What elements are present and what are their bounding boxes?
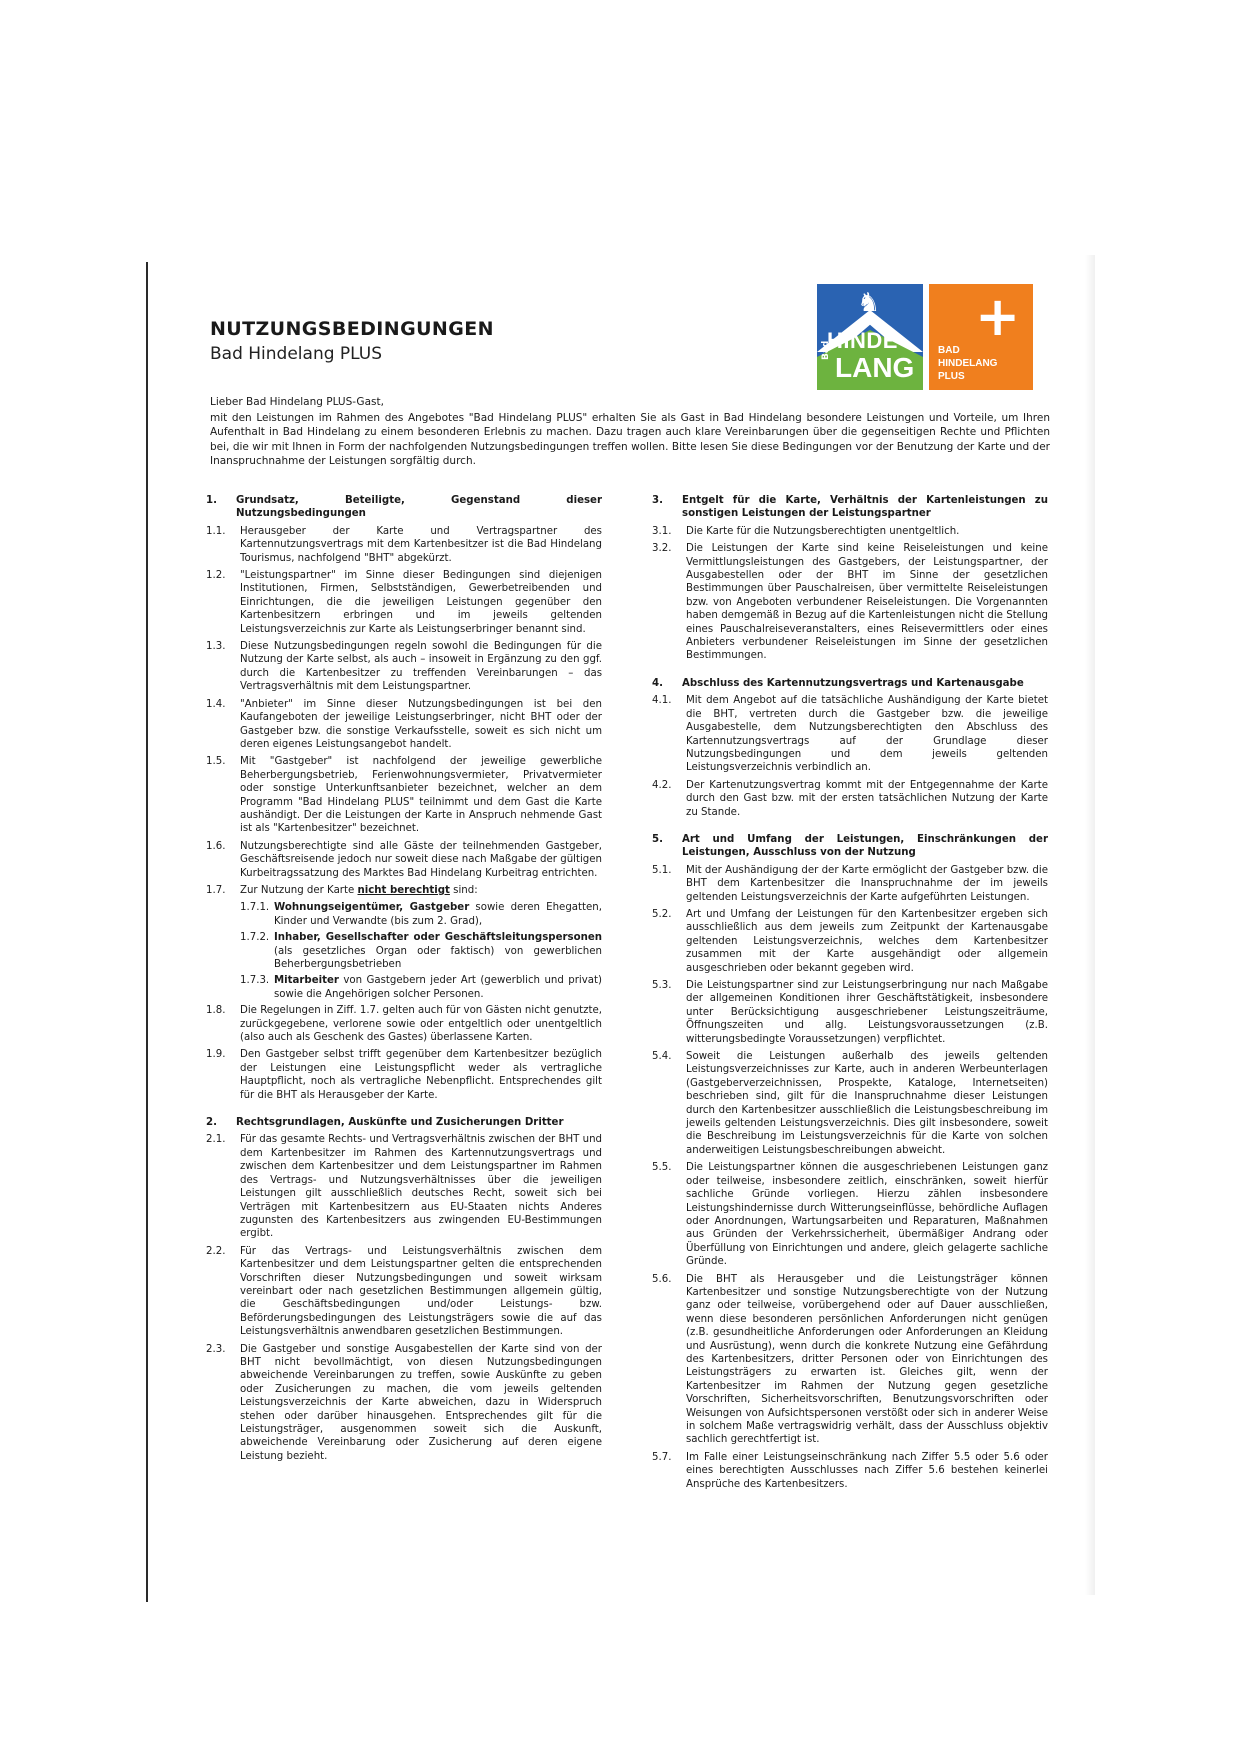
clause-number: 4.2. — [652, 779, 672, 791]
section-title: Grundsatz, Beteiligte, Gegenstand dieser Nutzungsbedingungen — [236, 495, 602, 520]
clause-text: Die Leistungspartner sind zur Leistungserbringung nur nach Maßgabe der allgemeinen Konditionen ihrer Geschäftstätigkeit, insbesondere unter Berücksichtigung ausgeschriebener Leistungszeiträume, Öffnungszeiten und allg. Leistungsvoraussetzungen (z.B. witterungsbedingte Voraussetzungen) verpflichtet. — [686, 980, 1048, 1045]
subclause-text — [274, 931, 602, 971]
clause — [652, 1273, 1048, 1447]
clause-text: Die Leistungspartner können die ausgeschriebenen Leistungen ganz oder teilweise, insbesondere zeitlich, einschränken, soweit hierfür sachliche Gründe vorliegen. Hierzu zählen insbesondere Leistungshindernisse durch Witterungseinflüsse, behördliche Auflagen oder Anordnungen, Wartungsarbeiten und Reparaturen, Maßnahmen aus Gründen der Verkehrssicherheit, übermäßiger Andrang oder Überfüllung von Einrichtungen und andere, gleich gelagerte sachliche Gründe. — [686, 1162, 1048, 1268]
clause-text: Die Regelungen in Ziff. 1.7. gelten auch für von Gästen nicht genutzte, zurückgegebene, verlorene sowie oder entgeltlich oder unentgeltlich (also auch als Geschenk des Gastes) überlassene Karten. — [240, 1005, 602, 1044]
clause — [206, 525, 602, 565]
scan-border-line — [146, 262, 148, 1602]
section-title: Entgelt für die Karte, Verhältnis der Kartenleistungen zu sonstigen Leistungen der Leistungspartner — [682, 495, 1048, 520]
clause-number: 5.4. — [652, 1051, 672, 1063]
clause — [652, 542, 1048, 663]
subclause-number: 1.7.1. — [240, 902, 270, 914]
clause-number: 1.4. — [206, 698, 226, 710]
clause — [206, 1004, 602, 1044]
clause — [652, 1161, 1048, 1268]
section-heading — [652, 494, 1048, 521]
clause-text: Soweit die Leistungen außerhalb des jeweils geltenden Leistungsverzeichnisses zur Karte, auch in anderen Werbeunterlagen (Gastgeberverzeichnissen, Prospekte, Kataloge, Internetseiten) beschrieben sind, gilt für die Inanspruchnahme dieser Leistungen durch den Kartenbesitzer ausschließlich die Leistungsbeschreibung im jeweils geltenden Leistungsverzeichnis. Dies gilt insbesondere, soweit die Beschreibung im Leistungsverzeichnis für die Karte von solchen anderweitigen Leistungsbeschreibungen abweicht. — [686, 1051, 1048, 1156]
page-title: NUTZUNGSBEDINGUNGEN — [210, 318, 494, 340]
clause — [206, 840, 602, 880]
clause-number: 5.6. — [652, 1273, 672, 1285]
section-title: Rechtsgrundlagen, Auskünfte und Zusicherungen Dritter — [236, 1117, 564, 1129]
section-number: 3. — [652, 495, 663, 506]
subclause-rest: (als gesetzliches Organ oder faktisch) von gewerblichen Beherbergungsbetrieben — [274, 945, 602, 970]
logo-word-line2: LANG — [835, 352, 915, 383]
section-3 — [652, 494, 1048, 663]
clause-text — [240, 884, 602, 897]
clause-text: Für das gesamte Rechts- und Vertragsverhältnis zwischen der BHT und dem Kartenbesitzer im Rahmen des Kartennutzungsvertrags und zwischen dem Kartenbesitzer und dem Leistungspartner im Rahmen des Vertrags- und Nutzungsverhältnisses über die jeweiligen Leistungen gilt ausschließlich deutsches Recht, soweit sich bei Verträgen mit Kartenbesitzern aus EU-Staaten nichts Anderes zugunsten des Kartenbesitzers aus zwingenden EU-Bestimmungen ergibt. — [240, 1134, 602, 1240]
clause — [206, 1343, 602, 1464]
clause-number: 2.2. — [206, 1245, 226, 1257]
subclause-rest: sowie deren Ehegatten, Kinder und Verwandte (bis zum 2. Grad), — [274, 902, 602, 927]
clause-number: 1.5. — [206, 756, 226, 768]
clause-text: Mit "Gastgeber" ist nachfolgend der jeweilige gewerbliche Beherbergungsbetrieb, Ferienwohnungsvermieter, Privatvermieter oder sonstige Unterkunftsanbieter bezeichnet, welcher an dem Programm "Bad Hindelang PLUS" teilnimmt und dem Gast die Karte aushändigt. Der die Leistungen der Karte in Anspruch nehmende Gast ist als "Kartenbesitzer" bezeichnet. — [240, 756, 602, 835]
clause-number: 5.2. — [652, 908, 672, 920]
subclause-text — [274, 974, 602, 1001]
section-title: Abschluss des Kartennutzungsvertrags und Kartenausgabe — [682, 677, 1024, 689]
plus-icon: + — [975, 285, 1021, 348]
clause-number: 4.1. — [652, 695, 672, 707]
section-number: 2. — [206, 1117, 217, 1129]
section-5 — [652, 833, 1048, 1491]
clause — [652, 908, 1048, 975]
logo-word-line1: HINDE — [827, 328, 898, 353]
clause — [652, 694, 1048, 774]
clause-text: "Anbieter" im Sinne dieser Nutzungsbedingungen ist bei den Kaufangeboten der jeweilige Leistungserbringer, nicht BHT oder der Gastgeber bzw. die sonstige Verkaufsstelle, soweit es sich nicht um deren eigenes Leistungsangebot handelt. — [240, 698, 602, 750]
subclause-bold: Wohnungseigentümer, Gastgeber — [274, 902, 470, 914]
section-number: 1. — [206, 495, 217, 506]
clause-text: "Leistungspartner" im Sinne dieser Bedingungen sind diejenigen Institutionen, Firmen, Selbstständigen, Gewerbetreibenden und Einrichtungen, die die jeweiligen Leistungen gegenüber den Kartenbesitzern erbringen und im jeweils geltenden Leistungsverzeichnis zur Karte als Leistungserbringer benannt sind. — [240, 570, 602, 635]
clause-text: Art und Umfang der Leistungen für den Kartenbesitzer ergeben sich ausschließlich aus dem jeweils zum Zeitpunkt der Kartenausgabe geltenden Leistungsverzeichnis, welches dem Kartenbesitzer zusammen mit der Karte ausgehändigt oder allgemein ausgeschrieben oder bekannt gegeben wird. — [686, 908, 1048, 974]
clause-text: Die Gastgeber und sonstige Ausgabestellen der Karte sind von der BHT nicht bevollmächtigt, von diesen Nutzungsbedingungen abweichende Vereinbarungen zu treffen, sowie Auskünfte zu geben oder Zusicherungen zu machen, die vom jeweils geltenden Leistungsverzeichnis der Karte abweichen, dazu in Widerspruch stehen oder darüber hinausgehen. Entsprechendes gilt für die Leistungsträger, ausgenommen soweit sich die Auskunft, abweichende Vereinbarung oder Zusicherung auf deren eigene Leistung bezieht. — [240, 1343, 602, 1462]
plus-logo-line3: PLUS — [938, 371, 965, 382]
subclause — [240, 931, 602, 971]
section-2 — [206, 1116, 602, 1463]
clause-number: 1.7. — [206, 884, 226, 896]
clause-number: 1.9. — [206, 1049, 226, 1061]
clause — [652, 1050, 1048, 1157]
clause — [652, 525, 1048, 538]
clause-text-pre: Zur Nutzung der Karte — [240, 884, 358, 896]
section-1 — [206, 494, 602, 1102]
section-heading — [652, 677, 1048, 690]
clause — [206, 640, 602, 694]
clause — [652, 779, 1048, 819]
section-heading — [206, 1116, 602, 1129]
intro-block — [210, 395, 1050, 468]
clause — [206, 1133, 602, 1240]
clause-number: 5.1. — [652, 864, 672, 876]
clause-number: 1.2. — [206, 570, 226, 582]
clause-text: Der Kartenutzungsvertrag kommt mit der Entgegennahme der Karte durch den Gast bzw. mit der ersten tatsächlichen Nutzung der Karte zu Stande. — [686, 779, 1048, 818]
hindelang-logo — [817, 284, 923, 390]
clause — [652, 979, 1048, 1046]
clause — [206, 569, 602, 636]
clause-number: 1.3. — [206, 641, 226, 653]
clause — [206, 1048, 602, 1102]
document-header — [210, 318, 494, 364]
left-column — [206, 494, 602, 1477]
clause-text: Im Falle einer Leistungseinschränkung nach Ziffer 5.5 oder 5.6 oder eines berechtigten Ausschlusses nach Ziffer 5.6 bestehen keinerlei Ansprüche des Kartenbesitzers. — [686, 1451, 1048, 1490]
right-column — [652, 494, 1048, 1505]
section-title: Art und Umfang der Leistungen, Einschränkungen der Leistungen, Ausschluss von der Nutzung — [682, 833, 1048, 859]
clause-text: Mit dem Angebot auf die tatsächliche Aushändigung der Karte bietet die BHT, vertreten durch die Gastgeber bzw. die jeweilige Ausgabestelle, dem Nutzungsberechtigten den Abschluss des Kartennutzungsvertrags auf der Grundlage dieser Nutzungsbedingungen und dem jeweils geltenden Leistungsverzeichnis verbindlich an. — [686, 695, 1048, 774]
subclause — [240, 974, 602, 1001]
clause-text: Die BHT als Herausgeber und die Leistungsträger können Kartenbesitzer und sonstige Nutzungsberechtigte von der Nutzung ganz oder teilweise, vorübergehend oder auf Dauer ausschließen, wenn diese besonderen persönlichen Anforderungen nicht genügen (z.B. gesundheitliche Anforderungen oder Anforderungen an Kleidung und Ausrüstung), wenn durch die konkrete Nutzung eine Gefährdung des Kartenbesitzers, dritter Personen oder von Einrichtungen des Leistungsträgers zu erwarten ist. Gleiches gilt, wenn der Kartenbesitzer im Rahmen der Nutzung gegen gesetzliche Vorschriften, Sicherheitsvorschriften, Benutzungsvorschriften oder Weisungen von Aufsichtspersonen verstößt oder sich in anderer Weise in solchem Maße vertragswidrig verhält, dass der Ausschluss objektiv sachlich gerechtfertigt ist. — [686, 1273, 1048, 1446]
clause — [652, 864, 1048, 904]
clause-number: 2.3. — [206, 1343, 226, 1355]
clause-number: 5.3. — [652, 980, 672, 991]
clause-text: Die Karte für die Nutzungsberechtigten unentgeltlich. — [686, 525, 960, 537]
clause-text: Die Leistungen der Karte sind keine Reiseleistungen und keine Vermittlungsleistungen des Gastgebers, der Leistungspartner, der Ausgabestellen oder der BHT im Sinne der gesetzlichen Bestimmungen über Pauschalreisen, über vermittelte Reiseleistungen bzw. von Angeboten verbundener Reiseleistungen. Die Vorgenannten haben demgemäß in Bezug auf die Kartenleistungen nicht die Stellung eines Pauschalreiseveranstalters, eines Reisevermittlers oder eines Anbieters verbundener Reiseleistungen im Sinne der gesetzlichen Bestimmungen. — [686, 543, 1048, 662]
clause-text: Herausgeber der Karte und Vertragspartner des Kartennutzungsvertrags mit dem Kartenbesitzer ist die Bad Hindelang Tourismus, nachfolgend "BHT" abgekürzt. — [240, 525, 602, 564]
clause-text: Für das Vertrags- und Leistungsverhältnis zwischen dem Kartenbesitzer und dem Leistungspartner gelten die entsprechenden Vorschriften dieser Nutzungsbedingungen und soweit wirksam vereinbart oder nach gesetzlichen Bestimmungen allgemein gültig, die Geschäftsbedingungen und/oder Leistungs- bzw. Beförderungsbedingungen des Leistungsträgers sowie die auf das Leistungsverhältnis anwendbaren gesetzlichen Bestimmungen. — [240, 1245, 602, 1338]
plus-logo — [929, 284, 1033, 390]
clause-text: Mit der Aushändigung der der Karte ermöglicht der Gastgeber bzw. die BHT dem Kartenbesitzer die Inanspruchnahme der im jeweils geltenden Leistungsverzeichnis der Karte aufgeführten Leistungen. — [686, 864, 1048, 903]
clause-number: 2.1. — [206, 1134, 226, 1146]
subclause-text — [274, 901, 602, 928]
subclause-bold: Inhaber, Gesellschafter oder Geschäftsleitungspersonen — [274, 932, 602, 944]
clause-number: 5.5. — [652, 1162, 672, 1174]
clause-number: 1.6. — [206, 840, 226, 852]
section-heading — [206, 494, 602, 521]
section-4 — [652, 677, 1048, 819]
section-number: 5. — [652, 833, 663, 845]
section-heading — [652, 833, 1048, 860]
clause-text: Nutzungsberechtigte sind alle Gäste der teilnehmenden Gastgeber, Geschäftsreisende jedoch nur soweit diese nach Maßgabe der gültigen Kurbeitragssatzung des Marktes Bad Hindelang Kurbeitrag entrichten. — [240, 840, 602, 879]
section-number: 4. — [652, 677, 663, 689]
clause-number: 3.2. — [652, 543, 672, 555]
clause-number: 3.1. — [652, 525, 672, 537]
intro-text: mit den Leistungen im Rahmen des Angebotes "Bad Hindelang PLUS" erhalten Sie als Gast in Bad Hindelang besondere Leistungen und Vorteile, um Ihren Aufenthalt in Bad Hindelang zu einem besonderen Erlebnis zu machen. Dazu tragen auch klare Vereinbarungen über die gegenseitigen Rechte und Pflichten bei, die wir mit Ihnen in Form der nachfolgenden Nutzungsbedingungen treffen wollen. Bitte lesen Sie diese Bedingungen vor der Benutzung der Karte und der Inanspruchnahme der Leistungen sorgfältig durch. — [210, 412, 1050, 467]
subclause-number: 1.7.3. — [240, 975, 270, 987]
clause-number: 1.8. — [206, 1005, 226, 1017]
clause-text: Den Gastgeber selbst trifft gegenüber dem Kartenbesitzer bezüglich der Leistungen eine Leistungspflicht weder als vertragliche Hauptpflicht, noch als vertragliche Nebenpflicht. Entsprechendes gilt für die BHT als Herausgeber der Karte. — [240, 1049, 602, 1101]
clause-number: 5.7. — [652, 1451, 672, 1463]
plus-logo-text — [938, 344, 997, 383]
clause-text: Diese Nutzungsbedingungen regeln sowohl die Bedingungen für die Nutzung der Karte selbst, als auch – insoweit in Ergänzung zu den ggf. durch die Kartenbesitzer zu treffenden Vereinbarungen – das Vertragsverhältnis mit dem Leistungspartner. — [240, 641, 602, 693]
clause — [206, 1245, 602, 1339]
intro-greeting: Lieber Bad Hindelang PLUS-Gast, — [210, 396, 384, 408]
clause — [206, 698, 602, 752]
clause — [206, 884, 602, 897]
subclause-bold: Mitarbeiter — [274, 975, 339, 987]
plus-logo-line1: BAD — [938, 345, 960, 356]
page-subtitle: Bad Hindelang PLUS — [210, 344, 383, 364]
subclause — [240, 901, 602, 928]
clause-text-emphasis: nicht berechtigt — [357, 884, 450, 896]
clause-text-post: sind: — [449, 884, 478, 896]
scan-edge-shadow — [1085, 255, 1095, 1595]
deer-icon: ♞ — [857, 288, 881, 318]
plus-logo-line2: HINDELANG — [938, 358, 998, 369]
clause-number: 1.1. — [206, 525, 226, 537]
subclause-number: 1.7.2. — [240, 932, 270, 944]
clause — [206, 755, 602, 835]
clause — [652, 1451, 1048, 1491]
logo-small-word: Bad — [821, 340, 831, 360]
subclause-rest: von Gastgebern jeder Art (gewerblich und privat) sowie die Angehörigen solcher Personen. — [274, 975, 602, 1000]
